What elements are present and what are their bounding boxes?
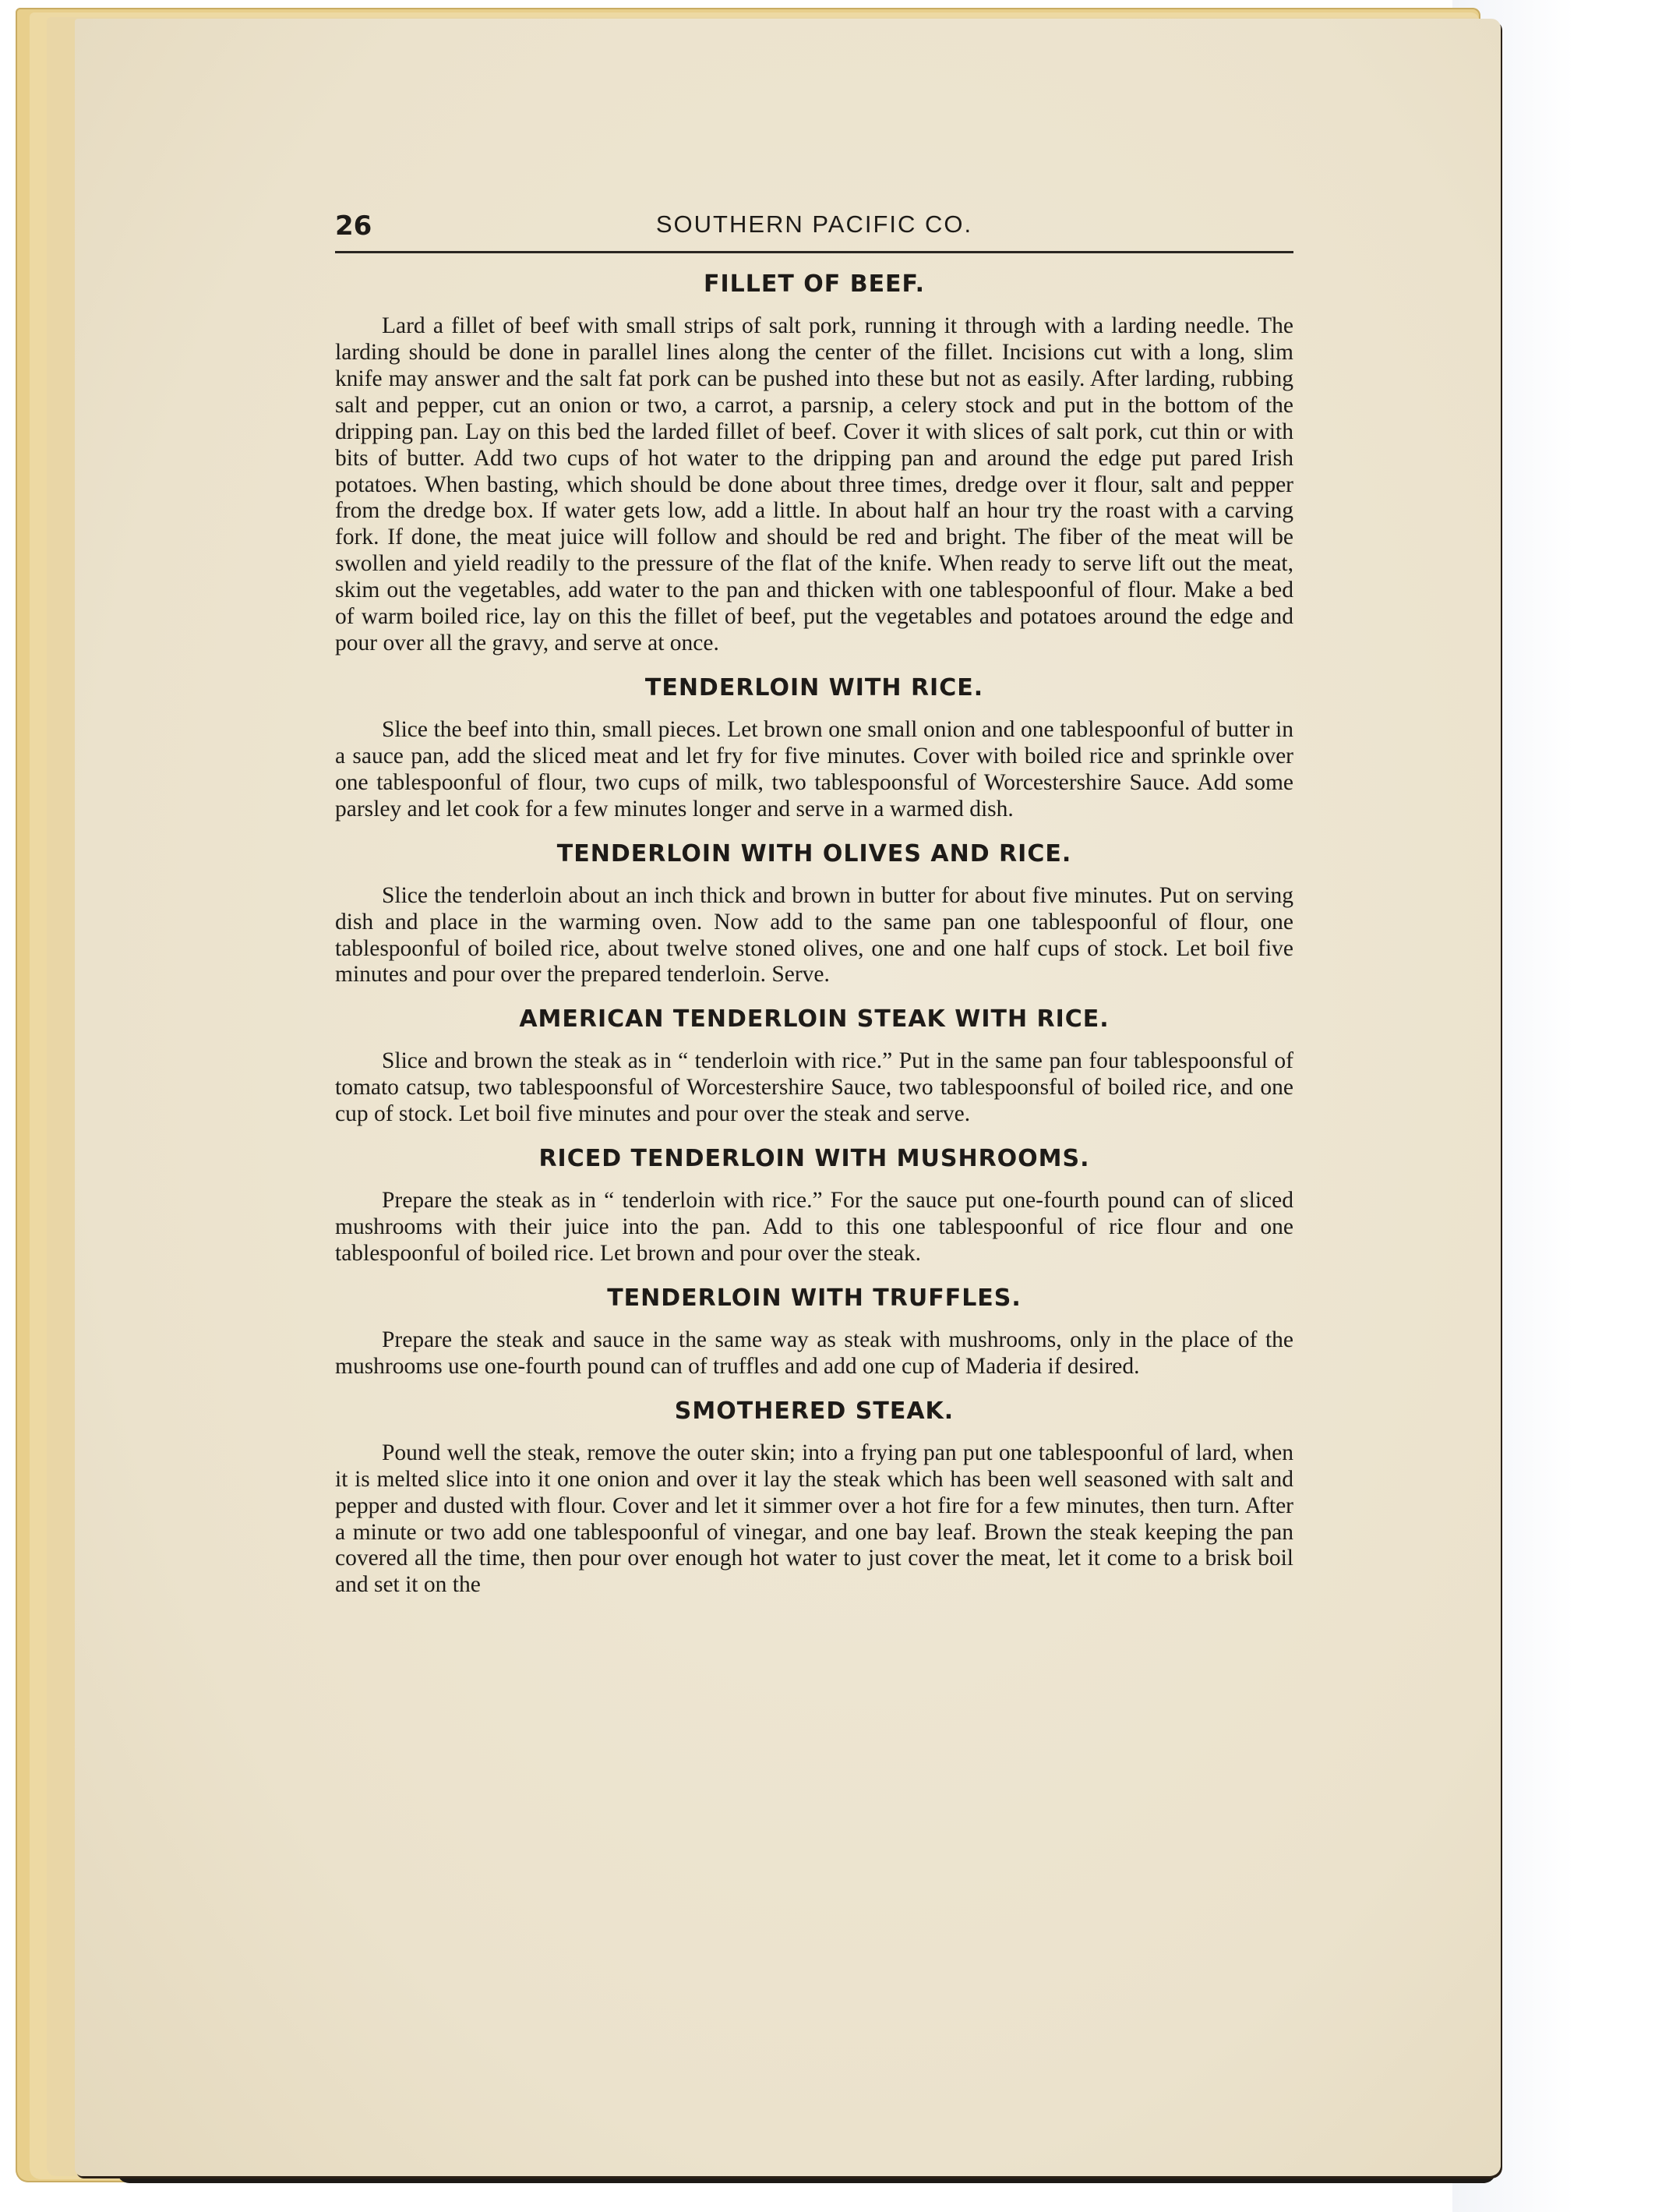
recipe-title: AMERICAN TENDERLOIN STEAK WITH RICE. — [519, 1005, 1110, 1034]
recipe-body: Slice the beef into thin, small pieces. Let brown one small onion and one tablespoonful of butter in a sauce pan, add the sliced meat and let fry for five minutes. Cover with boiled rice and sprinkle over one tablespoonful of flour, two cups of milk, two tablespoonsful of Worcestershire Sauce. Add some parsley and let cook for a few minutes longer and serve in a warmed dish. — [335, 716, 1293, 822]
recipe-title: FILLET OF BEEF. — [703, 270, 926, 298]
recipe-riced-tenderloin-with-mushrooms — [335, 1145, 1293, 1267]
recipe-title: TENDERLOIN WITH TRUFFLES. — [607, 1284, 1022, 1312]
recipe-title: SMOTHERED STEAK. — [674, 1397, 955, 1425]
recipe-tenderloin-with-truffles — [335, 1284, 1293, 1380]
page-number: 26 — [335, 210, 372, 242]
recipe-body: Prepare the steak as in “ tenderloin with rice.” For the sauce put one-fourth pound can of sliced mushrooms with their juice into the pan. Add to this one tablespoonful of rice flour and one tablespoonful of boiled rice. Let brown and pour over the steak. — [335, 1188, 1293, 1266]
recipe-body: Pound well the steak, remove the outer skin; into a frying pan put one tablespoonful of lard, when it is melted slice into it one onion and over it lay the steak which has been well seasoned with salt and pepper and dusted with flour. Cover and let it simmer over a hot fire for a few minutes, then turn. After a minute or two add one tablespoonful of vinegar, and one bay leaf. Brown the steak keeping the pan covered all the time, then pour over enough hot water to just cover the meat, let it come to a brisk boil and set it on the — [335, 1440, 1293, 1598]
recipe-title: TENDERLOIN WITH OLIVES AND RICE. — [556, 839, 1072, 867]
recipe-smothered-steak — [335, 1398, 1293, 1599]
recipe-tenderloin-with-rice — [335, 674, 1293, 823]
recipe-american-tenderloin-steak — [335, 1005, 1293, 1128]
page-content — [335, 204, 1293, 1599]
running-title: SOUTHERN PACIFIC CO. — [655, 210, 973, 238]
recipe-body: Slice the tenderloin about an inch thick and brown in butter for about five minutes. Put on serving dish and place in the warming oven. Now add to the same pan one tablespoonful of flour, one tablespoonful of boiled rice, about twelve stoned olives, one and one half cups of stock. Let boil five minutes and pour over the prepared tenderloin. Serve. — [335, 882, 1293, 988]
running-head — [335, 204, 1293, 253]
recipe-body: Lard a fillet of beef with small strips of salt pork, running it through with a larding needle. The larding should be done in parallel lines along the center of the fillet. Incisions cut with a long, slim knife may answer and the salt fat pork can be pushed into these but not as easily. After larding, rubbing salt and pepper, cut an onion or two, a carrot, a parsnip, a celery stock and put in the bottom of the dripping pan. Lay on this bed the larded fillet of beef. Cover it with slices of salt pork, cut thin or with bits of butter. Add two cups of hot water to the dripping pan and around the edge put pared Irish potatoes. When basting, which should be done about three times, dredge over it flour, salt and pepper from the dredge box. If water gets low, add a little. In about half an hour try the roast with a carving fork. If done, the meat juice will follow and should be red and bright. The fiber of the meat will be swollen and yield readily to the pressure of the flat of the knife. When ready to serve lift out the meat, skim out the vegetables, add water to the pan and thicken with one tablespoonful of flour. Make a bed of warm boiled rice, lay on this the fillet of beef, put the vegetables and potatoes around the edge and pour over all the gravy, and serve at once. — [335, 313, 1293, 656]
recipe-title: RICED TENDERLOIN WITH MUSHROOMS. — [538, 1145, 1090, 1173]
recipe-body: Prepare the steak and sauce in the same way as steak with mushrooms, only in the place of the mushrooms use one-fourth pound can of truffles and add one cup of Maderia if desired. — [335, 1327, 1293, 1379]
recipe-tenderloin-with-olives-and-rice — [335, 840, 1293, 989]
recipe-body: Slice and brown the steak as in “ tenderloin with rice.” Put in the same pan four tablespoonsful of tomato catsup, two tablespoonsful of Worcestershire Sauce, two tablespoonsful of boiled rice, and one cup of stock. Let boil five minutes and pour over the steak and serve. — [335, 1048, 1293, 1127]
recipe-fillet-of-beef — [335, 270, 1293, 657]
recipe-title: TENDERLOIN WITH RICE. — [644, 673, 984, 701]
